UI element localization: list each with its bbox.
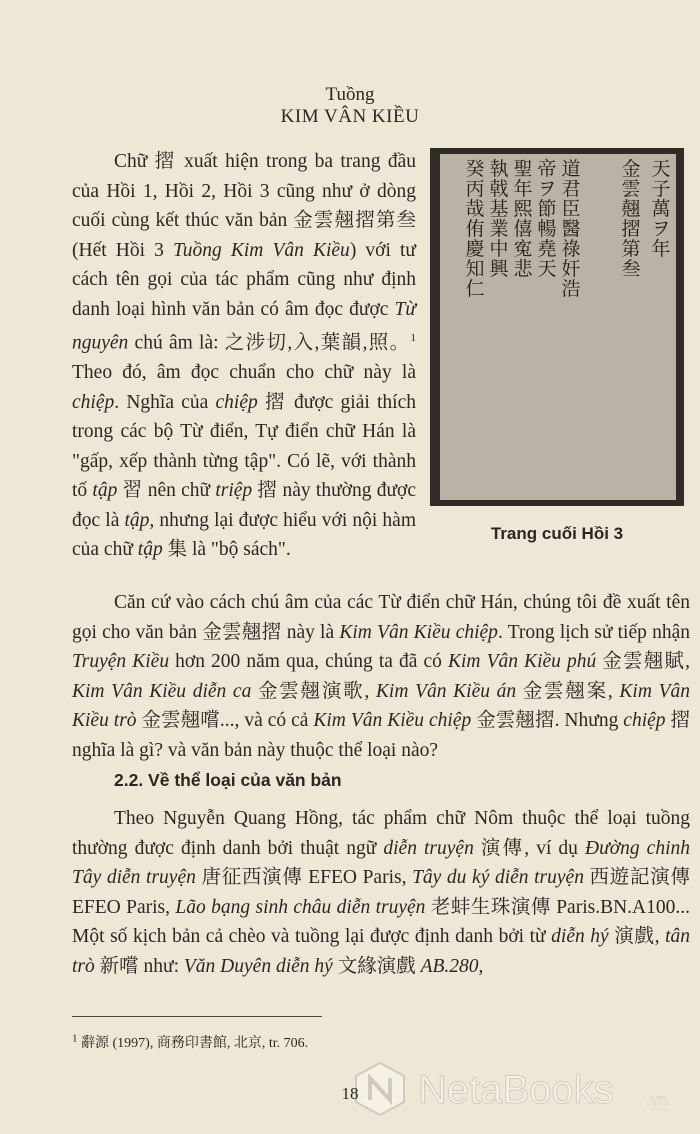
footnote: $^1$ 辭源 (1997), 商務印書館, 北京, tr. 706.	[72, 1032, 309, 1051]
footnote-ref: 1	[410, 332, 416, 344]
footnote-divider	[72, 1016, 322, 1017]
running-header-subtitle: Tuồng	[325, 84, 375, 105]
paragraph-intro: Chữ 摺 xuất hiện trong ba trang đầu của Hồi 1, Hồi 2, Hồi 3 cũng như ở dòng cuối cùng kết thúc văn bản 金雲翹摺第叁 (Hết Hồi 3 Tuồng Kim Vân Kiều) với tư cách tên gọi của tác phẩm cũng như định danh loại hình văn bản có âm đọc được Từ nguyên chú âm là: 之涉切,入,葉韻,照。$^1$ Theo đó, âm đọc chuẩn cho chữ này là chiệp. Nghĩa của chiệp 摺 được giải thích trong các bộ Từ điển, Tự điển chữ Hán là "gấp, xếp thành từng tập". Có lẽ, với thành tố tập 習 nên chữ triệp 摺 này thường được đọc là tập, nhưng lại được hiểu với nội hàm của chữ tập 集 là "bộ sách".	[72, 151, 416, 560]
paragraph-genre: Theo Nguyễn Quang Hồng, tác phẩm chữ Nôm thuộc thể loại tuồng thường được định danh bởi thuật ngữ diễn truyện 演傳, ví dụ Đường chinh Tây diễn truyện 唐征西演傳 EFEO Paris, Tây du ký diễn truyện 西遊記演傳 EFEO Paris, Lão bạng sinh châu diễn truyện 老蚌生珠演傳 Paris.BN.A100... Một số kịch bản cả chèo và tuồng lại được định danh bởi từ diễn hý 演戲, tân trò 新嚐 như: Văn Duyên diễn hý 文緣演戲 AB.280,	[72, 808, 691, 977]
running-header-title: KIM VÂN KIỀU	[280, 106, 420, 127]
manuscript-image	[430, 148, 684, 506]
manuscript-column: 執戟基業中興	[489, 159, 509, 280]
manuscript-column: 帝ヲ節暢堯天	[537, 159, 557, 280]
manuscript-column: 金雲翹摺第叁	[621, 159, 641, 280]
figure-caption: Trang cuối Hồi 3	[490, 524, 624, 543]
watermark-domain: .vn	[646, 1092, 668, 1109]
manuscript-column: 天子萬ヲ年	[651, 159, 671, 260]
section-heading: 2.2. Về thể loại của văn bản	[114, 770, 342, 790]
paragraph-proposal: Căn cứ vào cách chú âm của các Từ điển chữ Hán, chúng tôi đề xuất tên gọi cho văn bản 金雲翹摺 này là Kim Vân Kiều chiệp. Trong lịch sử tiếp nhận Truyện Kiều hơn 200 năm qua, chúng ta đã có Kim Vân Kiều phú 金雲翹賦, Kim Vân Kiều diễn ca 金雲翹演歌, Kim Vân Kiều án 金雲翹案, Kim Vân Kiều trò 金雲翹嚐..., và có cả Kim Vân Kiều chiệp 金雲翹摺. Nhưng chiệp 摺 nghĩa là gì? và văn bản này thuộc thể loại nào?	[72, 592, 690, 761]
manuscript-column: 道君臣醫祿奸浩	[561, 159, 581, 300]
page-number: 18	[341, 1084, 359, 1103]
watermark-brand: NetaBooks	[418, 1068, 614, 1112]
manuscript-column: 癸丙哉侑慶知仁	[465, 159, 485, 300]
manuscript-column: 聖年熙僖寃悲	[513, 159, 533, 280]
